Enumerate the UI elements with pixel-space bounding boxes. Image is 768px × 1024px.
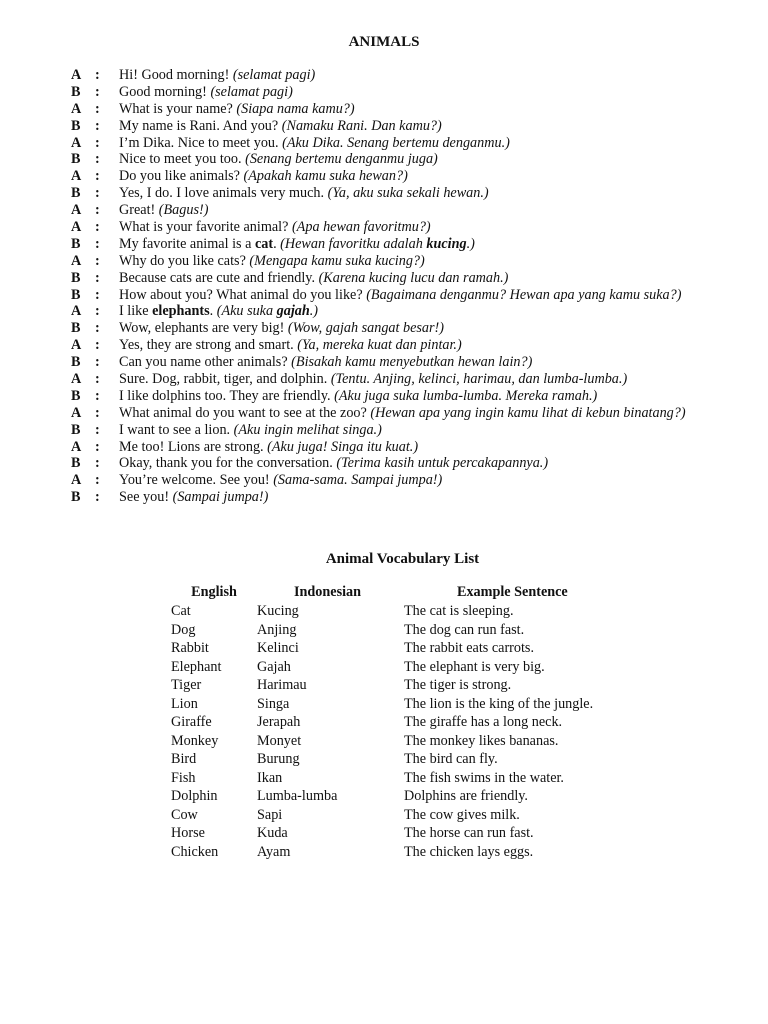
page-title: ANIMALS — [348, 34, 420, 50]
dialogue-line — [71, 354, 751, 371]
english-text: Hi! Good morning! — [119, 67, 233, 83]
translation: (selamat pagi) — [232, 67, 316, 83]
english-word: Dolphin — [171, 788, 218, 804]
table-row — [171, 732, 634, 751]
dialogue-text — [119, 320, 751, 337]
dialogue-text — [119, 422, 751, 439]
english-text: Yes, I do. I love animals very much. — [119, 185, 328, 202]
dialogue-text — [119, 455, 751, 472]
translation: (Sama-sama. Sampai jumpa!) — [273, 472, 443, 489]
speaker-colon: : — [95, 252, 100, 269]
speaker-label: A — [71, 100, 82, 117]
speaker-colon: : — [95, 387, 100, 404]
speaker-colon: : — [95, 134, 100, 151]
dialogue-text — [119, 202, 751, 219]
dialogue-text — [119, 388, 751, 405]
speaker-label: B — [71, 185, 81, 202]
dialogue-text — [119, 253, 751, 270]
translation — [217, 303, 318, 319]
dialogue-text — [119, 67, 751, 84]
speaker-colon: : — [95, 219, 100, 236]
dialogue-line — [71, 270, 751, 287]
translation: (Aku ingin melihat singa.) — [233, 421, 382, 438]
dialogue-line — [71, 303, 751, 320]
dialogue-text — [119, 371, 751, 388]
header-english: English — [191, 584, 237, 600]
example-sentence: The chicken lays eggs. — [404, 843, 534, 860]
dialogue-line — [71, 337, 751, 354]
dialogue-line — [71, 118, 751, 135]
speaker-colon: : — [95, 286, 100, 303]
translation: (Siapa nama kamu?) — [236, 100, 355, 117]
speaker-colon: : — [95, 269, 100, 286]
example-sentence: The tiger is strong. — [404, 677, 512, 693]
speaker-label: A — [71, 438, 82, 455]
translation: (Terima kasih untuk percakapannya.) — [336, 455, 549, 472]
text-part: . — [209, 303, 217, 320]
table-row — [171, 602, 634, 621]
dialogue-line — [71, 135, 751, 152]
dialogue-line — [71, 287, 751, 304]
table-row — [171, 695, 634, 714]
speaker-colon: : — [95, 354, 100, 371]
english-text: What is your name? — [119, 100, 237, 117]
dialogue-text — [119, 287, 751, 304]
dialogue-line — [71, 101, 751, 118]
english-word: Giraffe — [171, 714, 212, 730]
speaker-colon: : — [95, 303, 100, 320]
english-word: Monkey — [171, 732, 219, 749]
dialogue — [71, 67, 751, 506]
text-part: . — [273, 235, 281, 252]
english-text: Can you name other animals? — [119, 354, 292, 371]
example-sentence: The fish swims in the water. — [404, 769, 564, 786]
speaker-label: B — [71, 421, 81, 438]
table-row — [171, 750, 634, 769]
table-row — [171, 769, 634, 788]
indonesian-word: Jerapah — [257, 714, 301, 730]
translation: (Karena kucing lucu dan ramah.) — [318, 269, 509, 286]
indonesian-word: Ayam — [257, 843, 291, 860]
dialogue-line — [71, 422, 751, 439]
dialogue-line — [71, 236, 751, 253]
translation — [280, 236, 475, 252]
english-word: Dog — [171, 621, 196, 638]
english-word: Chicken — [171, 843, 219, 860]
speaker-label: A — [71, 67, 82, 83]
translation: (Apakah kamu suka hewan?) — [243, 168, 408, 185]
english-text: You’re welcome. See you! — [119, 472, 274, 489]
vocab-title: Animal Vocabulary List — [325, 551, 480, 567]
english-text: Wow, elephants are very big! — [119, 320, 288, 337]
speaker-label: B — [71, 387, 81, 404]
dialogue-line — [71, 168, 751, 185]
dialogue-text — [119, 236, 751, 253]
english-text: Sure. Dog, rabbit, tiger, and dolphin. — [119, 371, 331, 388]
indonesian-word: Kuda — [257, 825, 288, 841]
dialogue-text — [119, 489, 751, 506]
translation: (Tentu. Anjing, kelinci, harimau, dan lumba-lumba.) — [330, 371, 628, 388]
speaker-colon: : — [95, 168, 100, 185]
example-sentence: Dolphins are friendly. — [404, 788, 528, 804]
speaker-label: B — [71, 286, 81, 303]
translation-part: (Hewan favoritku adalah — [280, 235, 427, 252]
indonesian-word: Harimau — [257, 677, 307, 693]
dialogue-line — [71, 371, 751, 388]
speaker-colon: : — [95, 438, 100, 455]
english-text: My name is Rani. And you? — [119, 117, 282, 134]
dialogue-line — [71, 439, 751, 456]
dialogue-line — [71, 202, 751, 219]
translation: (Bagus!) — [158, 202, 209, 219]
dialogue-line — [71, 388, 751, 405]
dialogue-line — [71, 151, 751, 168]
example-sentence: The giraffe has a long neck. — [404, 714, 563, 730]
indonesian-word: Singa — [257, 695, 290, 712]
english-word: Lion — [171, 695, 198, 712]
example-sentence: The monkey likes bananas. — [404, 732, 559, 749]
english-text: Me too! Lions are strong. — [119, 438, 268, 455]
english-text: How about you? What animal do you like? — [119, 286, 367, 303]
indonesian-word: Burung — [257, 751, 300, 767]
table-row — [171, 621, 634, 640]
speaker-label: A — [71, 337, 82, 354]
speaker-label: B — [71, 455, 81, 472]
indonesian-word: Anjing — [257, 621, 297, 638]
english-text: I’m Dika. Nice to meet you. — [119, 134, 283, 151]
translation-part: .) — [466, 235, 475, 252]
english-text: See you! — [119, 489, 173, 506]
english-text: What is your favorite animal? — [119, 219, 292, 236]
english-word: Fish — [171, 769, 196, 786]
speaker-colon: : — [95, 404, 100, 421]
english-text: Great! — [119, 202, 159, 219]
dialogue-text — [119, 101, 751, 118]
speaker-label: B — [71, 235, 81, 252]
speaker-colon: : — [95, 151, 100, 168]
speaker-label: A — [71, 134, 82, 151]
translation-part: .) — [309, 303, 319, 320]
speaker-label: B — [71, 151, 81, 168]
speaker-colon: : — [95, 117, 100, 134]
translation: (Aku juga! Singa itu kuat.) — [267, 438, 419, 455]
speaker-label: A — [71, 168, 82, 185]
speaker-colon: : — [95, 472, 100, 489]
table-row — [171, 658, 634, 677]
example-sentence: The horse can run fast. — [404, 825, 534, 841]
speaker-colon: : — [95, 235, 100, 252]
speaker-colon: : — [95, 421, 100, 438]
speaker-colon: : — [95, 489, 100, 506]
english-word: Tiger — [171, 677, 202, 693]
translation: (Mengapa kamu suka kucing?) — [249, 252, 425, 269]
header-example: Example Sentence — [457, 584, 568, 600]
english-text: Good morning! — [119, 83, 211, 100]
text-part: I like — [119, 303, 153, 320]
speaker-colon: : — [95, 371, 100, 388]
dialogue-line — [71, 84, 751, 101]
translation: (Hewan apa yang ingin kamu lihat di kebun binatang?) — [370, 404, 686, 421]
table-row — [171, 639, 634, 658]
example-sentence: The bird can fly. — [404, 751, 498, 767]
speaker-colon: : — [95, 455, 100, 472]
indonesian-word: Sapi — [257, 806, 283, 823]
english-text: What animal do you want to see at the zoo? — [119, 404, 371, 421]
english-text: Yes, they are strong and smart. — [119, 337, 298, 354]
translation: (Ya, mereka kuat dan pintar.) — [297, 337, 462, 354]
dialogue-text — [119, 354, 751, 371]
dialogue-line — [71, 405, 751, 422]
example-sentence: The rabbit eats carrots. — [404, 640, 534, 656]
translation: (selamat pagi) — [210, 83, 293, 100]
speaker-label: B — [71, 117, 81, 134]
dialogue-line — [71, 253, 751, 270]
dialogue-line — [71, 472, 751, 489]
dialogue-line — [71, 67, 751, 84]
speaker-colon: : — [95, 83, 100, 100]
speaker-label: B — [71, 489, 81, 506]
english-text: I like dolphins too. They are friendly. — [119, 387, 335, 404]
dialogue-line — [71, 320, 751, 337]
translation: (Senang bertemu denganmu juga) — [245, 151, 438, 168]
english-word: Cow — [171, 806, 198, 823]
dialogue-text — [119, 185, 751, 202]
english-text: Okay, thank you for the conversation. — [119, 455, 337, 472]
dialogue-text — [119, 135, 751, 152]
translation: (Apa hewan favoritmu?) — [291, 219, 431, 236]
dialogue-line — [71, 185, 751, 202]
table-row — [171, 843, 634, 862]
dialogue-line — [71, 455, 751, 472]
keyword: cat — [254, 235, 274, 252]
english-text: I want to see a lion. — [119, 421, 234, 438]
english-word: Rabbit — [171, 640, 209, 656]
table-row — [171, 787, 634, 806]
translation: (Bisakah kamu menyebutkan hewan lain?) — [291, 354, 533, 371]
translation: (Wow, gajah sangat besar!) — [287, 320, 444, 337]
indonesian-word: Monyet — [257, 732, 302, 749]
dialogue-text — [119, 439, 751, 456]
dialogue-text — [119, 270, 751, 287]
table-row — [171, 824, 634, 843]
speaker-label: A — [71, 404, 82, 421]
dialogue-line — [71, 489, 751, 506]
table-row — [171, 676, 634, 695]
example-sentence: The dog can run fast. — [404, 621, 525, 638]
speaker-colon: : — [95, 320, 100, 337]
keyword: kucing — [426, 235, 467, 252]
table-row — [171, 806, 634, 825]
indonesian-word: Ikan — [257, 769, 283, 786]
speaker-label: A — [71, 202, 82, 219]
dialogue-line — [71, 219, 751, 236]
example-sentence: The cow gives milk. — [404, 806, 520, 823]
dialogue-text — [119, 337, 751, 354]
indonesian-word: Kucing — [257, 603, 299, 619]
dialogue-text — [119, 151, 751, 168]
english-word: Horse — [171, 825, 205, 841]
dialogue-text — [119, 219, 751, 236]
speaker-colon: : — [95, 202, 100, 219]
speaker-colon: : — [95, 67, 100, 83]
english-text: Why do you like cats? — [119, 252, 250, 269]
speaker-label: A — [71, 303, 82, 320]
example-sentence: The lion is the king of the jungle. — [404, 695, 594, 712]
dialogue-text — [119, 168, 751, 185]
translation-part: (Aku suka — [216, 303, 277, 320]
indonesian-word: Kelinci — [257, 640, 299, 656]
translation: (Bagaimana denganmu? Hewan apa yang kamu suka?) — [366, 286, 682, 303]
translation: (Aku Dika. Senang bertemu denganmu.) — [282, 134, 510, 151]
speaker-label: B — [71, 354, 81, 371]
vocab-header-row — [171, 583, 634, 602]
translation: (Ya, aku suka sekali hewan.) — [327, 185, 489, 202]
speaker-label: A — [71, 252, 82, 269]
english-text: Nice to meet you too. — [119, 151, 246, 168]
speaker-colon: : — [95, 185, 100, 202]
translation: (Aku juga suka lumba-lumba. Mereka ramah.) — [334, 387, 598, 404]
translation: (Namaku Rani. Dan kamu?) — [281, 117, 442, 134]
english-text: Do you like animals? — [119, 168, 244, 185]
english-word: Cat — [171, 603, 191, 619]
speaker-label: B — [71, 269, 81, 286]
speaker-label: B — [71, 320, 81, 337]
keyword: gajah — [276, 303, 310, 320]
dialogue-text — [119, 84, 751, 101]
translation: (Sampai jumpa!) — [172, 489, 269, 506]
speaker-label: A — [71, 371, 82, 388]
speaker-colon: : — [95, 100, 100, 117]
text-part: My favorite animal is a — [119, 235, 255, 252]
vocab-table — [171, 583, 634, 861]
indonesian-word: Gajah — [257, 658, 291, 675]
dialogue-text — [119, 472, 751, 489]
speaker-label: A — [71, 472, 82, 489]
speaker-label: B — [71, 83, 81, 100]
dialogue-text — [119, 405, 751, 422]
example-sentence: The cat is sleeping. — [404, 603, 514, 619]
speaker-colon: : — [95, 337, 100, 354]
speaker-label: A — [71, 219, 82, 236]
example-sentence: The elephant is very big. — [404, 658, 545, 675]
english-text: Because cats are cute and friendly. — [119, 269, 319, 286]
dialogue-text — [119, 118, 751, 135]
dialogue-text — [119, 303, 751, 320]
keyword: elephants — [152, 303, 210, 320]
indonesian-word: Lumba-lumba — [257, 788, 338, 804]
header-indonesian: Indonesian — [294, 584, 362, 600]
english-word: Bird — [171, 751, 197, 767]
english-word: Elephant — [171, 658, 222, 675]
table-row — [171, 713, 634, 732]
